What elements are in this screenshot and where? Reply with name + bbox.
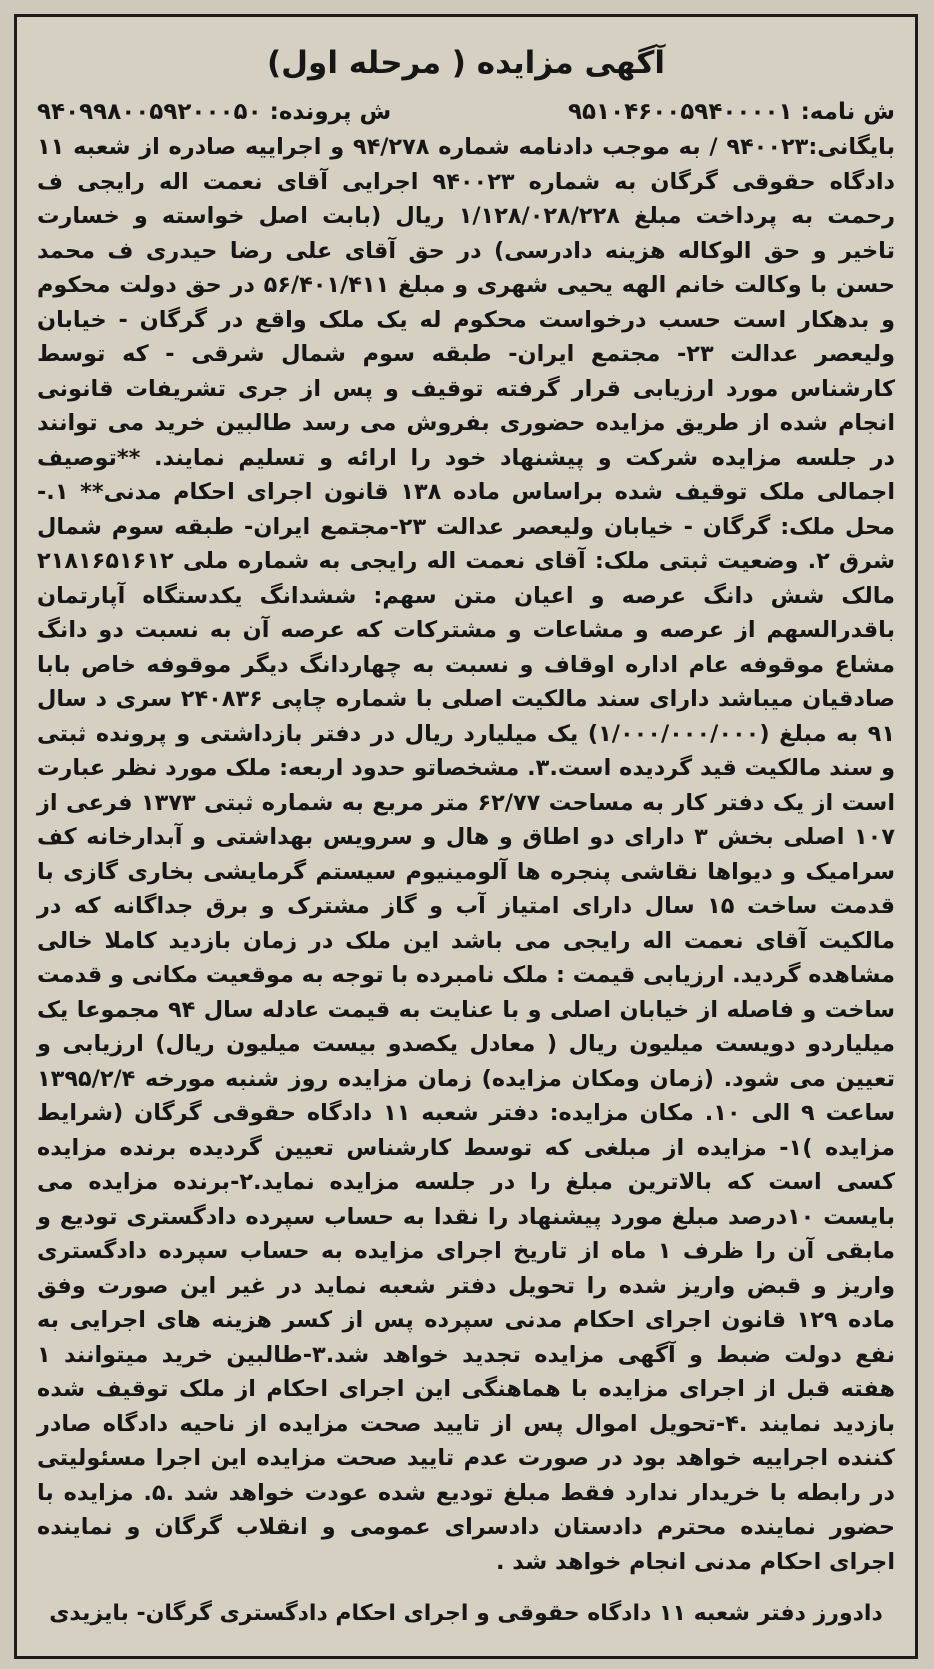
case-number: ش پرونده: ۹۴۰۹۹۸۰۰۵۹۲۰۰۰۵۰ <box>37 99 392 125</box>
notice-title: آگهی مزایده ( مرحله اول) <box>266 45 665 81</box>
notice-signature: دادورز دفتر شعبه ۱۱ دادگاه حقوقی و اجرای احکام دادگستری گرگان- بایزیدی <box>49 1601 883 1626</box>
notice-content <box>37 35 895 1638</box>
reference-numbers-row <box>37 97 895 128</box>
letter-number: ش نامه: ۹۵۱۰۴۶۰۰۵۹۴۰۰۰۰۱ <box>567 99 895 125</box>
notice-body: بایگانی:۹۴۰۰۲۳ / به موجب دادنامه شماره ۹۴/۲۷۸ و اجراییه صادره از شعبه ۱۱ دادگاه حقوقی گرگان به شماره ۹۴۰۰۲۳ اجرایی آقای نعمت اله رایجی ف رحمت به پرداخت مبلغ ۱/۱۲۸/۰۲۸/۲۲۸ ریال (بابت اصل خواسته و خسارت تاخیر و حق الوکاله هزینه دادرسی) در حق آقای علی رضا حیدری ف محمد حسن با وکالت خانم الهه یحیی شهری و مبلغ ۵۶/۴۰۱/۴۱۱ در حق دولت محکوم و بدهکار است حسب درخواست محکوم له یک ملک واقع در گرگان - خیابان ولیعصر عدالت ۲۳- مجتمع ایران- طبقه سوم شمال شرقی - که توسط کارشناس مورد ارزیابی قرار گرفته توقیف و پس از جری تشریفات قانونی انجام شده از طریق مزایده حضوری بفروش می رسد طالبین خرید می توانند در جلسه مزایده شرکت و پیشنهاد خود را ارائه و تسلیم نمایند. **توصیف اجمالی ملک توقیف شده براساس ماده ۱۳۸ قانون اجرای احکام مدنی** ۱.-محل ملک: گرگان - خیابان ولیعصر عدالت ۲۳-مجتمع ایران- طبقه سوم شمال شرق ۲. وضعیت ثبتی ملک: آقای نعمت اله رایجی به شماره ملی ۲۱۸۱۶۵۱۶۱۲ مالک شش دانگ عرصه و اعیان متن سهم: ششدانگ یکدستگاه آپارتمان باقدرالسهم از عرصه و مشاعات و مشترکات که عرصه آن به نسبت دو دانگ مشاع موقوفه عام اداره اوقاف و نسبت به چهاردانگ دیگر موقوفه خاص بابا صادقیان میباشد دارای سند مالکیت اصلی با شماره چاپی ۲۴۰۸۳۶ سری د سال ۹۱ به مبلغ (۱/۰۰۰/۰۰۰/۰۰۰) یک میلیارد ریال در دفتر بازداشتی و پرونده ثبتی و سند مالکیت قید گردیده است.۳. مشخصاتو حدود اربعه: ملک مورد نظر عبارت است از یک دفتر کار به مساحت ۶۲/۷۷ متر مربع به شماره ثبتی ۱۳۷۳ فرعی از ۱۰۷ اصلی بخش ۳ دارای دو اطاق و هال و سرویس بهداشتی و آبدارخانه کف سرامیک و دیواها نقاشی پنجره ها آلومینیوم سیستم گرمایشی بخاری گازی با قدمت ساخت ۱۵ سال دارای امتیاز آب و گاز مشترک و برق جداگانه که در مالکیت آقای نعمت اله رایجی می باشد این ملک در زمان بازدید کاملا خالی مشاهده گردید. ارزیابی قیمت : ملک نامبرده با توجه به موقعیت مکانی و قدمت ساخت و فاصله از خیابان اصلی و با عنایت به قیمت عادله سال ۹۴ مجموعا یک میلیاردو دویست میلیون ریال ( معادل یکصدو بیست میلیون ریال) ارزیابی و تعیین می شود. (زمان ومکان مزایده) زمان مزایده روز شنبه مورخه ۱۳۹۵/۲/۴ ساعت ۹ الی ۱۰. مکان مزایده: دفتر شعبه ۱۱ دادگاه حقوقی گرگان (شرایط مزایده )۱- مزایده از مبلغی که توسط کارشناس تعیین گردیده برنده مزایده کسی است که بالاترین مبلغ را در جلسه مزایده نماید.۲-برنده مزایده می بایست ۱۰درصد مبلغ مورد پیشنهاد را نقدا به حساب سپرده دادگستری تودیع و مابقی آن را ظرف ۱ ماه از تاریخ اجرای مزایده به حساب سپرده دادگستری واریز و قبض واریز شده را تحویل دفتر شعبه نماید در غیر این صورت وفق ماده ۱۲۹ قانون اجرای احکام مدنی سپرده پس از کسر هزینه های اجرایی به نفع دولت ضبط و آگهی مزایده تجدید خواهد شد.۳-طالبین خرید میتوانند ۱ هفته قبل از اجرای مزایده با هماهنگی این اجرای احکام از ملک توقیف شده بازدید نمایند .۴-تحویل اموال پس از تایید صحت مزایده از ناحیه دادگاه صادر کننده اجراییه خواهد بود در صورت عدم تایید صحت مزایده این اجرا مسئولیتی در رابطه با خریدار ندارد فقط مبلغ تودیع شده عودت خواهد شد .۵. مزایده با حضور نماینده محترم دادستان دادسرای عمومی و انقلاب گرگان و نماینده اجرای احکام مدنی انجام خواهد شد . <box>37 134 896 1575</box>
notice-border <box>14 14 918 1659</box>
